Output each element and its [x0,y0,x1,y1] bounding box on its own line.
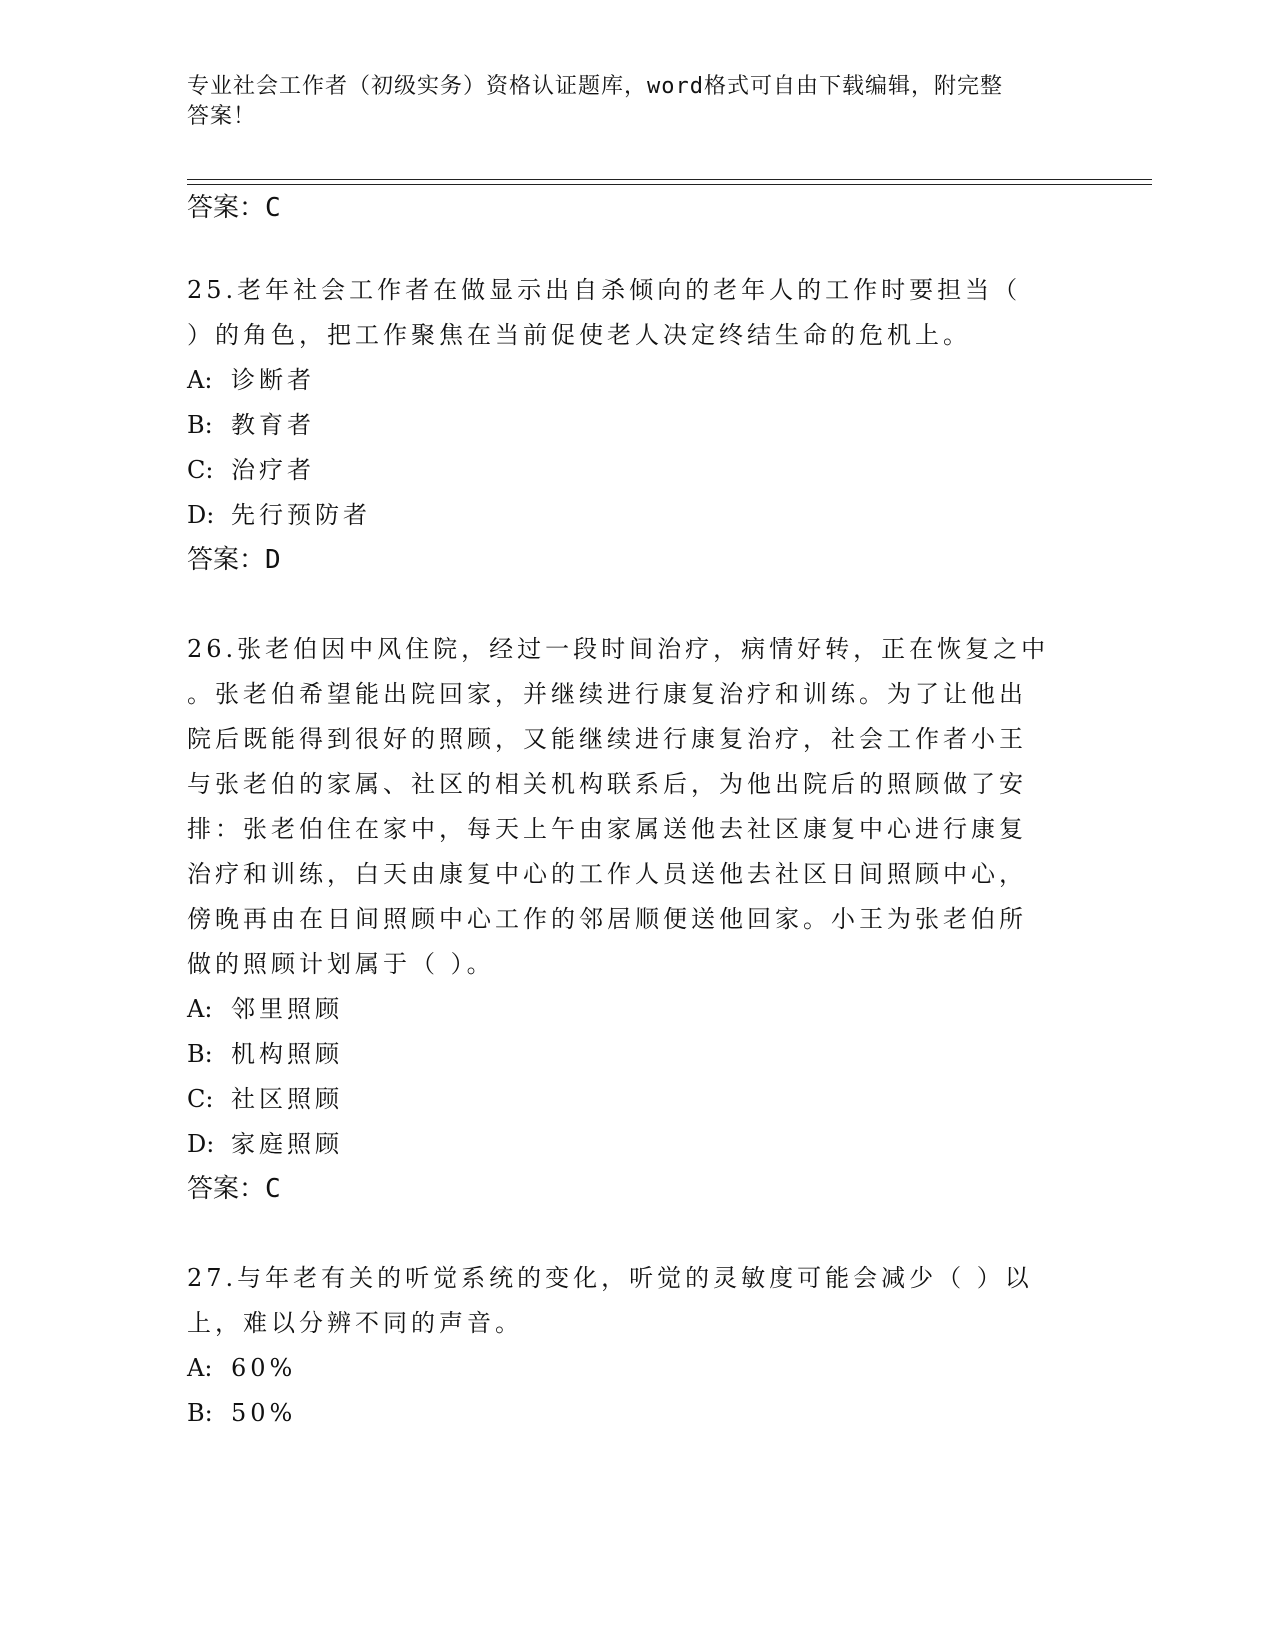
option-letter: B: [187,411,213,439]
question-text-line: 上，难以分辨不同的声音。 [187,1309,523,1337]
question-text-line: 院后既能得到很好的照顾，又能继续进行康复治疗，社会工作者小王 [187,725,1027,753]
question-text-line: 。张老伯希望能出院回家，并继续进行康复治疗和训练。为了让他出 [187,680,1027,708]
answer-value: C [265,193,281,223]
option-b [187,1391,1087,1436]
header-divider-bottom [187,184,1152,185]
option-d [187,493,1087,538]
answer-line-prev [187,186,281,231]
option-text: 60% [231,1354,297,1382]
document-header [187,72,1067,132]
question-27 [187,1256,1087,1436]
question-text-line: ）的角色，把工作聚焦在当前促使老人决定终结生命的危机上。 [187,321,971,349]
header-line-1: 专业社会工作者（初级实务）资格认证题库，word格式可自由下载编辑，附完整 [187,74,1003,99]
question-text-line: 25.老年社会工作者在做显示出自杀倾向的老年人的工作时要担当（ [187,276,1022,304]
question-text-line: 27.与年老有关的听觉系统的变化，听觉的灵敏度可能会减少（ ）以 [187,1264,1033,1292]
answer-label: 答案： [187,193,266,223]
option-letter: D: [187,501,215,529]
option-text: 先行预防者 [231,501,371,529]
option-text: 治疗者 [231,456,315,484]
answer-line-26 [187,1167,281,1212]
option-letter: A: [187,366,213,394]
answer-label: 答案： [187,545,266,575]
option-text: 教育者 [231,411,315,439]
option-text: 家庭照顾 [231,1130,343,1158]
answer-value: C [265,1174,281,1204]
question-text-line: 治疗和训练，白天由康复中心的工作人员送他去社区日间照顾中心， [187,860,1027,888]
question-text-line: 傍晚再由在日间照顾中心工作的邻居顺便送他回家。小王为张老伯所 [187,905,1027,933]
option-letter: C: [187,456,214,484]
option-text: 社区照顾 [231,1085,343,1113]
question-text-line: 26.张老伯因中风住院，经过一段时间治疗，病情好转，正在恢复之中 [187,635,1050,663]
question-25 [187,268,1087,538]
header-line-2: 答案！ [187,104,257,129]
option-letter: B: [187,1399,213,1427]
option-letter: D: [187,1130,215,1158]
answer-label: 答案： [187,1174,266,1204]
answer-line-25 [187,538,281,583]
option-text: 诊断者 [231,366,315,394]
option-text: 50% [231,1399,297,1427]
option-d [187,1122,1087,1167]
header-divider-top [187,179,1152,180]
option-c [187,448,1087,493]
option-letter: B: [187,1040,213,1068]
option-letter: A: [187,995,213,1023]
option-letter: A: [187,1354,213,1382]
question-text-line: 做的照顾计划属于（ ）。 [187,950,495,978]
option-b [187,1032,1087,1077]
question-text-line: 排：张老伯住在家中，每天上午由家属送他去社区康复中心进行康复 [187,815,1027,843]
option-letter: C: [187,1085,214,1113]
option-a [187,358,1087,403]
option-a [187,987,1087,1032]
question-26 [187,627,1087,1167]
option-text: 邻里照顾 [231,995,343,1023]
question-text-line: 与张老伯的家属、社区的相关机构联系后，为他出院后的照顾做了安 [187,770,1027,798]
option-b [187,403,1087,448]
answer-value: D [265,545,281,575]
option-text: 机构照顾 [231,1040,343,1068]
option-c [187,1077,1087,1122]
option-a [187,1346,1087,1391]
